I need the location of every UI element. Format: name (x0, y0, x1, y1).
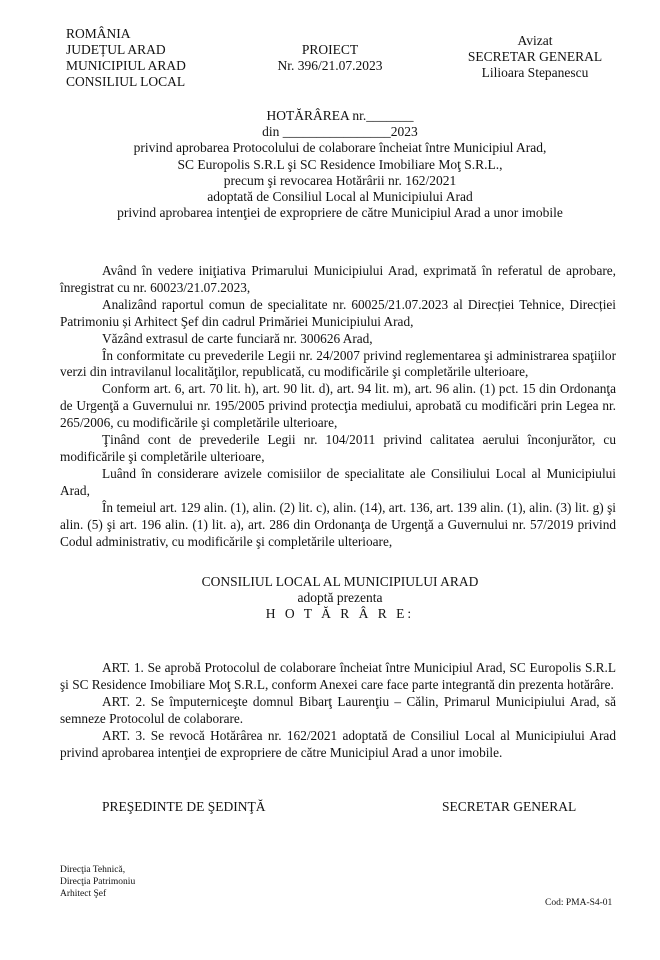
header-project (240, 42, 420, 74)
title-line: din ________________2023 (262, 124, 418, 140)
decision-heading: H O T Ă R Â R E: (265, 606, 415, 621)
document-code: Cod: PMA-S4-01 (545, 898, 613, 908)
title-line: HOTĂRÂREA nr._______ (266, 108, 414, 123)
signature-secretary: SECRETAR GENERAL (442, 799, 577, 814)
approval-person: Lilioara Stepanescu (481, 65, 589, 80)
article-3: ART. 3. Se revocă Hotărârea nr. 162/2021 adoptată de Consiliul Local al Municipiului Arad privind aprobarea intenţiei de expropriere de către Municipiul Arad a unor imobile. (60, 727, 616, 760)
council-adoption (60, 574, 620, 622)
title-line: SC Europolis S.R.L şi SC Residence Imobiliare Moţ S.R.L., (177, 156, 503, 172)
approval-role: SECRETAR GENERAL (467, 49, 603, 64)
header-approval (440, 33, 630, 81)
title-line: privind aprobarea intenţiei de expropriere de către Municipiul Arad a unor imobile (117, 205, 563, 221)
header-county: JUDEȚUL ARAD (66, 42, 166, 57)
consideration-paragraph: Luând în considerare avizele comisiilor de specialitate ale Consiliului Local al Municipiului Arad, (60, 465, 616, 498)
consideration-paragraph: Văzând extrasul de carte funciară nr. 300626 Arad, (102, 330, 373, 346)
project-label: PROIECT (301, 42, 359, 57)
consideration-paragraph: Ţinând cont de prevederile Legii nr. 104/2011 privind calitatea aerului înconjurător, cu modificările şi completările ulterioare, (60, 432, 616, 464)
considerations (60, 263, 616, 550)
article-1: ART. 1. Se aprobă Protocolul de colaborare încheiat între Municipiul Arad, SC Europolis S.R.L şi SC Residence Imobiliare Moţ S.R.L, conform Anexei care face parte integrantă din prezenta hotărâre. (60, 660, 616, 692)
decision-title (60, 108, 620, 221)
header-country: ROMÂNIA (66, 26, 131, 41)
project-number: Nr. 396/21.07.2023 (277, 58, 383, 73)
footer-line: Direcţia Patrimoniu (60, 877, 136, 887)
approval-label: Avizat (517, 33, 553, 48)
consideration-paragraph: În temeiul art. 129 alin. (1), alin. (2) lit. c), alin. (14), art. 136, art. 139 alin. (1), alin. (3) lit. g) şi alin. (5) şi art. 196 alin. (1) lit. a), art. 286 din Ordonanţa de Urgenţă a Guvernului nr. 57/2019 privind Codul administrativ, cu modificările şi completările ulterioare, (60, 499, 616, 549)
footer-line: Direcţia Tehnică, (60, 865, 126, 875)
consideration-paragraph: Analizând raportul comun de specialitate nr. 60025/21.07.2023 al Direcției Tehnice, Direcției Patrimoniu și Arhitect Şef din cadrul Primăriei Municipiului Arad, (60, 296, 616, 329)
council-name: CONSILIUL LOCAL AL MUNICIPIULUI ARAD (201, 574, 479, 589)
footer-departments (60, 864, 135, 900)
consideration-paragraph: Având în vedere iniţiativa Primarului Municipiului Arad, exprimată în referatul de aprobare, înregistrat cu nr. 60023/21.07.2023, (60, 263, 616, 295)
title-line: privind aprobarea Protocolului de colaborare încheiat între Municipiul Arad, (133, 140, 547, 156)
header-left (66, 26, 186, 90)
signature-president: PREŞEDINTE DE ŞEDINŢĂ (102, 799, 266, 814)
title-line: precum şi revocarea Hotărârii nr. 162/2021 (223, 172, 457, 188)
articles (60, 660, 616, 761)
header-municipality: MUNICIPIUL ARAD (66, 58, 186, 73)
header-council: CONSILIUL LOCAL (66, 74, 186, 89)
consideration-paragraph: Conform art. 6, art. 70 lit. h), art. 90 lit. d), art. 94 lit. m), art. 96 alin. (1) pct. 15 din Ordonanţa de Urgenţă a Guvernului nr. 195/2005 privind protecţia mediului, aprobată cu modificări prin Legea nr. 265/2006, cu modificările şi completările ulterioare, (60, 381, 616, 431)
consideration-paragraph: În conformitate cu prevederile Legii nr. 24/2007 privind reglementarea şi administrarea spaţiilor verzi din intravilanul localităţilor, republicată, cu modificările şi completările ulterioare, (60, 347, 616, 380)
council-adopts: adoptă prezenta (297, 590, 383, 605)
footer-line: Arhitect Şef (60, 889, 107, 899)
article-2: ART. 2. Se împuterniceşte domnul Bibarţ Laurenţiu – Călin, Primarul Municipiului Arad, să semneze Protocolul de colaborare. (60, 693, 616, 726)
title-line: adoptată de Consiliul Local al Municipiului Arad (207, 189, 473, 205)
